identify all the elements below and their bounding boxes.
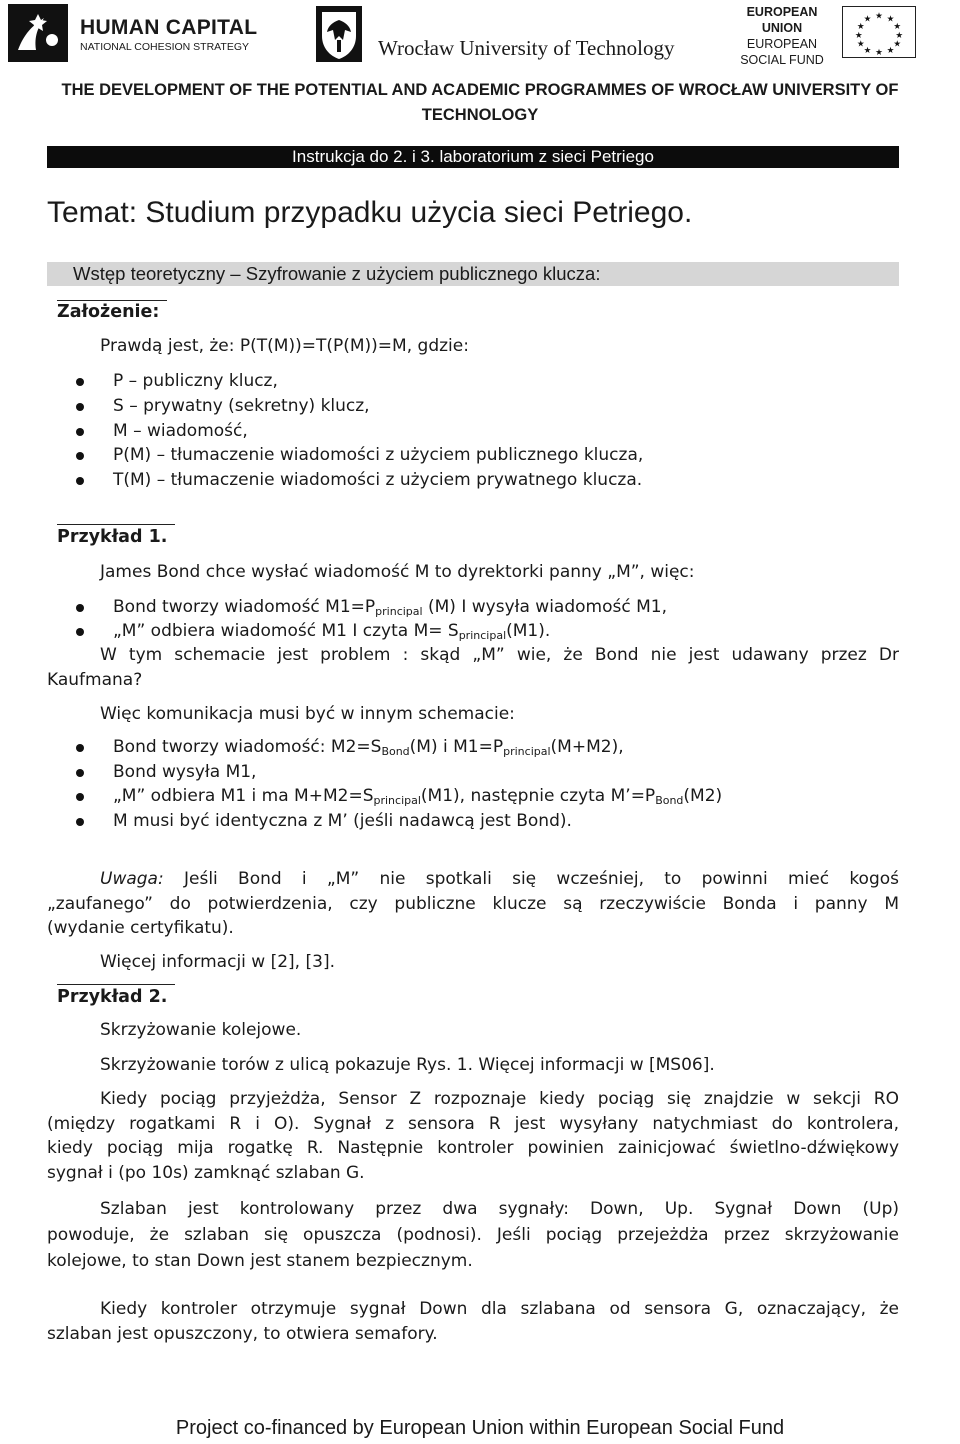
p2-line-4: sygnał i (po 10s) zamknąć szlaban G. — [47, 1162, 365, 1183]
formula-text: (M) I wysyła wiadomość M1, — [422, 597, 667, 617]
formula-subscript: principal — [503, 745, 551, 758]
formula-text: „M” odbiera M1 i ma M+M2=S — [113, 786, 374, 806]
przyklad1-intro: James Bond chce wysłać wiadomość M to dyrektorki panny „M”, więc: — [100, 562, 695, 582]
human-capital-emblem-icon — [8, 4, 68, 62]
formula-text: Bond tworzy wiadomość: M2=S — [113, 737, 382, 757]
more-info: Więcej informacji w [2], [3]. — [100, 952, 335, 972]
przyklad1-heading: Przykład 1. — [57, 527, 168, 547]
bullet-icon — [76, 628, 84, 636]
formula-subscript: Bond — [655, 794, 684, 807]
program-title-line-1: THE DEVELOPMENT OF THE POTENTIAL AND ACADEMIC PROGRAMMES OF WROCŁAW UNIVERSITY OF — [61, 81, 899, 99]
p2-line-3: kiedy pociąg mija rogatkę R. Następnie kontroler powinien zainicjować świetlno-dźwiękowy — [47, 1138, 899, 1158]
bullet-icon — [76, 818, 84, 826]
zalozenie-heading: Założenie: — [57, 302, 160, 322]
bullet-icon — [76, 769, 84, 777]
list-item: T(M) – tłumaczenie wiadomości z użyciem prywatnego klucza. — [113, 470, 643, 490]
formula-subscript: Bond — [381, 745, 410, 758]
przyklad2-rule — [57, 984, 175, 985]
p3-line-1: Szlaban jest kontrolowany przez dwa sygnały: Down, Up. Sygnał Down (Up) — [100, 1199, 899, 1219]
intro-bar — [47, 262, 899, 286]
eu-line-3: EUROPEAN — [746, 37, 818, 51]
formula-text: (M) i M1=P — [409, 737, 504, 757]
list-item: M musi być identyczna z M’ (jeśli nadawcą jest Bond). — [113, 811, 572, 831]
list-item: M – wiadomość, — [113, 421, 248, 441]
formula-text: (M+M2), — [550, 737, 624, 757]
list-item — [113, 786, 722, 806]
bullet-icon — [76, 403, 84, 411]
p4-line-1: Kiedy kontroler otrzymuje sygnał Down dla szlabana od sensora G, oznaczający, że — [100, 1299, 899, 1319]
svg-text:★: ★ — [886, 46, 895, 57]
uwaga-line-2: „zaufanego” do potwierdzenia, czy publiczne klucze są rzeczywiście Bonda i panny M — [47, 893, 899, 914]
list-item: Bond wysyła M1, — [113, 762, 257, 782]
svg-text:★: ★ — [895, 30, 904, 41]
bullet-icon — [76, 378, 84, 386]
bullet-icon — [76, 604, 84, 612]
wroclaw-university-name: Wrocław University of Technology — [378, 36, 675, 60]
formula-subscript: principal — [373, 794, 421, 807]
program-title-line-2: TECHNOLOGY — [421, 106, 539, 124]
zalozenie-rule — [57, 300, 167, 301]
p2-line-2: (między rogatkami R i O). Sygnał z sensora R jest wysyłany natychmiast do kontrolera, — [47, 1113, 899, 1134]
list-item — [113, 737, 624, 757]
zalozenie-intro: Prawdą jest, że: P(T(M))=T(P(M))=M, gdzie: — [100, 336, 469, 356]
eu-line-4: SOCIAL FUND — [740, 53, 824, 67]
bullet-icon — [76, 744, 84, 752]
formula-text: (M2) — [683, 786, 723, 806]
svg-text:★: ★ — [875, 48, 883, 58]
uwaga-line-1 — [47, 867, 899, 892]
uwaga-text: Jeśli Bond i „M” nie spotkali się wcześniej, to powinni mieć kogoś — [183, 869, 900, 889]
formula-text: „M” odbiera wiadomość M1 I czyta M= S — [113, 621, 459, 641]
uwaga-line-3: (wydanie certyfikatu). — [47, 918, 234, 938]
p4-line-2: szlaban jest opuszczony, to otwiera semafory. — [47, 1323, 438, 1344]
human-capital-subtitle: NATIONAL COHESION STRATEGY — [80, 41, 249, 53]
p2-line-1: Kiedy pociąg przyjeżdża, Sensor Z rozpoznaje kiedy pociąg się znajdzie w sekcji RO — [100, 1089, 899, 1109]
schema-intro: Więc komunikacja musi być w innym schemacie: — [100, 704, 515, 724]
svg-text:★: ★ — [886, 14, 895, 25]
eu-line-2: UNION — [761, 21, 803, 35]
eu-flag-icon — [842, 6, 916, 58]
instruction-bar: Instrukcja do 2. i 3. laboratorium z sieci Petriego — [47, 146, 899, 168]
przyklad1-rule — [57, 524, 175, 525]
przyklad2-heading: Przykład 2. — [57, 987, 168, 1007]
svg-text:★: ★ — [893, 39, 902, 50]
list-item — [113, 597, 667, 617]
bullet-icon — [76, 428, 84, 436]
p3-line-3: kolejowe, to stan Down jest stanem bezpiecznym. — [47, 1251, 473, 1271]
formula-subscript: principal — [375, 605, 423, 618]
list-item: P – publiczny klucz, — [113, 371, 278, 391]
formula-text: (M1). — [506, 621, 551, 641]
wroclaw-university-emblem-icon — [316, 6, 362, 62]
svg-text:★: ★ — [863, 46, 872, 57]
przyklad2-p2 — [47, 1087, 899, 1185]
eu-line-1: EUROPEAN — [746, 5, 818, 19]
eu-logo-text — [732, 4, 832, 68]
przyklad2-p1: Skrzyżowanie torów z ulicą pokazuje Rys. 1. Więcej informacji w [MS06]. — [100, 1055, 715, 1075]
przyklad2-p3 — [47, 1196, 899, 1274]
p3-line-2: powoduje, że szlaban się opuszcza (podnosi). Jeśli pociąg przejeżdża przez skrzyżowanie — [47, 1225, 899, 1245]
uwaga-label: Uwaga: — [100, 869, 164, 889]
list-item — [113, 621, 550, 641]
svg-text:★: ★ — [875, 11, 883, 22]
human-capital-title: HUMAN CAPITAL — [80, 16, 258, 39]
svg-text:★: ★ — [893, 22, 902, 33]
bullet-icon — [76, 477, 84, 485]
page-footer: Project co-financed by European Union within European Social Fund — [175, 1417, 785, 1439]
przyklad2-title: Skrzyżowanie kolejowe. — [100, 1020, 302, 1040]
bullet-icon — [76, 452, 84, 460]
formula-subscript: principal — [458, 629, 507, 642]
formula-text: (M1), następnie czyta M’=P — [420, 786, 656, 806]
svg-text:★: ★ — [856, 22, 865, 33]
svg-text:★: ★ — [856, 39, 865, 50]
list-item: P(M) – tłumaczenie wiadomości z użyciem publicznego klucza, — [113, 445, 644, 465]
intro-bar-text: Wstęp teoretyczny – Szyfrowanie z użyciem publicznego klucza: — [73, 263, 601, 284]
list-item: S – prywatny (sekretny) klucz, — [113, 396, 370, 416]
przyklad2-p4 — [47, 1297, 899, 1346]
problem-line-2: Kaufmana? — [47, 669, 143, 690]
formula-text: Bond tworzy wiadomość M1=P — [113, 597, 376, 617]
program-title — [0, 78, 960, 128]
bullet-icon — [76, 793, 84, 801]
topic-heading: Temat: Studium przypadku użycia sieci Petriego. — [47, 196, 693, 229]
problem-paragraph — [47, 643, 899, 692]
uwaga-paragraph — [47, 867, 899, 941]
svg-text:★: ★ — [854, 30, 863, 41]
problem-line-1: W tym schemacie jest problem : skąd „M” wie, że Bond nie jest udawany przez Dr — [100, 645, 899, 665]
svg-text:★: ★ — [863, 14, 872, 25]
